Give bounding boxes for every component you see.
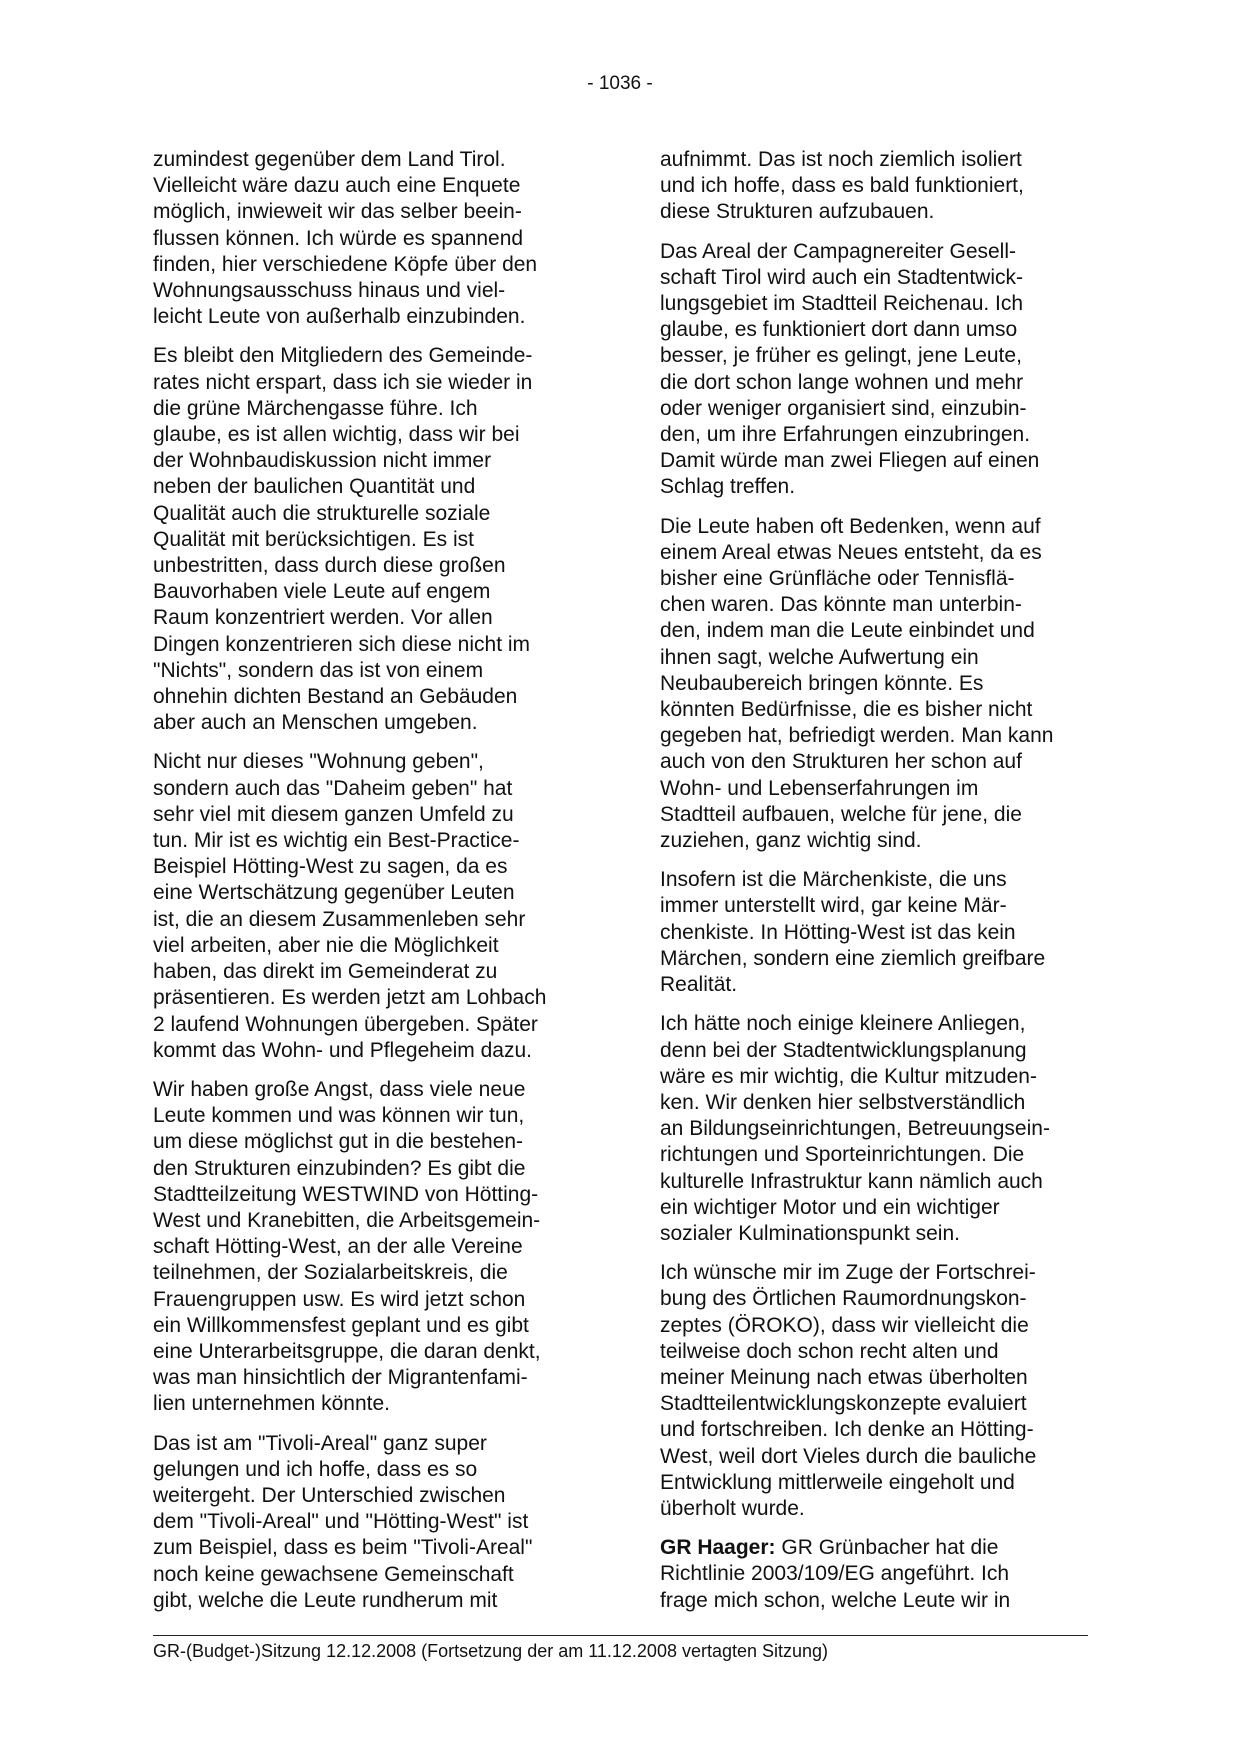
paragraph <box>660 147 1095 226</box>
text-line: Realität. <box>660 973 738 997</box>
text-line: sehr viel mit diesem ganzen Umfeld zu <box>153 802 514 826</box>
text-line: kommt das Wohn- und Pflegeheim dazu. <box>153 1038 532 1062</box>
text-line: könnten Bedürfnisse, die es bisher nicht <box>660 698 1033 722</box>
text-line: denn bei der Stadtentwicklungsplanung <box>660 1038 1027 1062</box>
text-line: rates nicht erspart, dass ich sie wieder in <box>153 370 533 394</box>
text-line: flussen können. Ich würde es spannend <box>153 226 524 250</box>
text-line: zum Beispiel, dass es beim "Tivoli-Areal" <box>153 1536 533 1560</box>
text-line: schaft Hötting-West, an der alle Vereine <box>153 1235 523 1259</box>
text-line: Beispiel Hötting-West zu sagen, da es <box>153 855 508 879</box>
paragraph <box>660 239 1095 501</box>
text-line: Damit würde man zwei Fliegen auf einen <box>660 449 1040 473</box>
text-line: Das ist am "Tivoli-Areal" ganz super <box>153 1431 487 1455</box>
text-line: den, indem man die Leute einbindet und <box>660 619 1035 643</box>
text-line: wäre es mir wichtig, die Kultur mitzuden- <box>660 1064 1037 1088</box>
text-line: und ich hoffe, dass es bald funktioniert, <box>660 174 1024 198</box>
text-line: zumindest gegenüber dem Land Tirol. <box>153 148 506 171</box>
text-line: Stadtteilentwicklungskonzepte evaluiert <box>660 1392 1027 1416</box>
text-line: zeptes (ÖROKO), dass wir vielleicht die <box>660 1313 1029 1337</box>
text-line: Ich wünsche mir im Zuge der Fortschrei- <box>660 1261 1036 1285</box>
text-line: die grüne Märchengasse führe. Ich <box>153 396 478 420</box>
text-line: besser, je früher es gelingt, jene Leute, <box>660 344 1022 368</box>
text-line: Neubaubereich bringen könnte. Es <box>660 671 984 695</box>
text-line: Qualität mit berücksichtigen. Es ist <box>153 527 474 551</box>
text-line: und fortschreiben. Ich denke an Hötting- <box>660 1418 1034 1442</box>
text-line: aber auch an Menschen umgeben. <box>153 711 478 735</box>
text-line: tun. Mir ist es wichtig ein Best-Practice- <box>153 829 520 853</box>
text-line: bisher eine Grünfläche oder Tennisflä- <box>660 567 1015 591</box>
text-line: neben der baulichen Quantität und <box>153 475 476 499</box>
text-line: sondern auch das "Daheim geben" hat <box>153 776 513 800</box>
left-column <box>153 147 588 1627</box>
text-line: sozialer Kulminationspunkt sein. <box>660 1221 960 1245</box>
paragraph <box>153 1077 588 1418</box>
text-line: Richtlinie 2003/109/EG angeführt. Ich <box>660 1562 1010 1586</box>
text-line: den Strukturen einzubinden? Es gibt die <box>153 1156 526 1180</box>
text-line: gegeben hat, befriedigt werden. Man kann <box>660 724 1054 748</box>
text-line: aufnimmt. Das ist noch ziemlich isoliert <box>660 148 1022 171</box>
text-line: noch keine gewachsene Gemeinschaft <box>153 1562 514 1586</box>
text-line: die dort schon lange wohnen und mehr <box>660 370 1024 394</box>
text-line: eine Wertschätzung gegenüber Leuten <box>153 881 515 905</box>
text-line: diese Strukturen aufzubauen. <box>660 200 935 224</box>
footer-text: GR-(Budget-)Sitzung 12.12.2008 (Fortsetzung der am 11.12.2008 vertagten Sitzung) <box>153 1641 829 1661</box>
text-line: bung des Örtlichen Raumordnungskon- <box>660 1287 1027 1311</box>
text-line: meiner Meinung nach etwas überholten <box>660 1365 1028 1389</box>
text-line: Stadtteil aufbauen, welche für jene, die <box>660 802 1022 826</box>
text-line: Entwicklung mittlerweile eingeholt und <box>660 1470 1015 1494</box>
text-line: der Wohnbaudiskussion nicht immer <box>153 449 492 473</box>
text-line: ihnen sagt, welche Aufwertung ein <box>660 645 979 669</box>
text-line: West und Kranebitten, die Arbeitsgemein- <box>153 1208 541 1232</box>
text-line: Nicht nur dieses "Wohnung geben", <box>153 750 484 774</box>
text-line: 2 laufend Wohnungen übergeben. Später <box>153 1012 538 1036</box>
paragraph <box>660 1535 1095 1614</box>
text-line: Insofern ist die Märchenkiste, die uns <box>660 868 1007 892</box>
text-line: richtungen und Sporteinrichtungen. Die <box>660 1143 1025 1167</box>
text-line: zuziehen, ganz wichtig sind. <box>660 829 922 853</box>
text-line: Wohnungsausschuss hinaus und viel- <box>153 279 506 303</box>
text-line: Ich hätte noch einige kleinere Anliegen, <box>660 1012 1026 1036</box>
speaker-text: GR Grünbacher hat die <box>775 1536 999 1560</box>
page-number: - 1036 - <box>587 73 653 94</box>
text-line: "Nichts", sondern das ist von einem <box>153 658 484 682</box>
text-line: gibt, welche die Leute rundherum mit <box>153 1588 498 1612</box>
text-line: den, um ihre Erfahrungen einzubringen. <box>660 423 1031 447</box>
text-line: um diese möglichst gut in die bestehen- <box>153 1130 524 1154</box>
speaker-name: GR Haager: <box>660 1536 776 1560</box>
text-line: Die Leute haben oft Bedenken, wenn auf <box>660 514 1041 538</box>
text-line: chenkiste. In Hötting-West ist das kein <box>660 920 1016 944</box>
text-line: Raum konzentriert werden. Vor allen <box>153 606 493 630</box>
text-line: überholt wurde. <box>660 1496 805 1520</box>
footer-divider <box>153 1635 1088 1636</box>
text-line: Vielleicht wäre dazu auch eine Enquete <box>153 174 521 198</box>
paragraph <box>660 1011 1095 1247</box>
text-line: präsentieren. Es werden jetzt am Lohbach <box>153 986 547 1010</box>
text-line: chen waren. Das könnte man unterbin- <box>660 593 1022 617</box>
text-line: was man hinsichtlich der Migrantenfami- <box>153 1366 528 1390</box>
text-line: Bauvorhaben viele Leute auf engem <box>153 580 491 604</box>
right-column <box>660 147 1095 1627</box>
text-line: finden, hier verschiedene Köpfe über den <box>153 252 538 276</box>
paragraph <box>660 867 1095 998</box>
text-line: lungsgebiet im Stadtteil Reichenau. Ich <box>660 292 1024 316</box>
text-line: weitergeht. Der Unterschied zwischen <box>153 1483 506 1507</box>
paragraph <box>153 749 588 1063</box>
text-line: glaube, es funktioniert dort dann umso <box>660 318 1018 342</box>
text-line: dem "Tivoli-Areal" und "Hötting-West" ist <box>153 1510 529 1534</box>
paragraph <box>153 1431 588 1614</box>
text-line: viel arbeiten, aber nie die Möglichkeit <box>153 933 499 957</box>
text-line: leicht Leute von außerhalb einzubinden. <box>153 305 526 329</box>
text-line: möglich, inwieweit wir das selber beein- <box>153 200 522 224</box>
text-line: teilweise doch schon recht alten und <box>660 1339 999 1363</box>
text-line: Märchen, sondern eine ziemlich greifbare <box>660 946 1046 970</box>
text-line: einem Areal etwas Neues entsteht, da es <box>660 540 1042 564</box>
text-line: ken. Wir denken hier selbstverständlich <box>660 1090 1026 1114</box>
text-line: Es bleibt den Mitgliedern des Gemeinde- <box>153 344 533 368</box>
text-line: an Bildungseinrichtungen, Betreuungsein- <box>660 1117 1050 1141</box>
paragraph <box>660 514 1095 855</box>
text-line: lien unternehmen könnte. <box>153 1392 390 1416</box>
text-line: Frauengruppen usw. Es wird jetzt schon <box>153 1287 526 1311</box>
text-line: West, weil dort Vieles durch die bauliche <box>660 1444 1037 1468</box>
text-line: schaft Tirol wird auch ein Stadtentwick- <box>660 265 1023 289</box>
text-line: haben, das direkt im Gemeinderat zu <box>153 960 498 984</box>
text-line: Qualität auch die strukturelle soziale <box>153 501 491 525</box>
text-line: immer unterstellt wird, gar keine Mär- <box>660 894 1007 918</box>
text-line: teilnehmen, der Sozialarbeitskreis, die <box>153 1261 508 1285</box>
text-line: Dingen konzentrieren sich diese nicht im <box>153 632 531 656</box>
text-line: ohnehin dichten Bestand an Gebäuden <box>153 685 518 709</box>
text-line: auch von den Strukturen her schon auf <box>660 750 1022 774</box>
text-line: gelungen und ich hoffe, dass es so <box>153 1457 478 1481</box>
text-line: ist, die an diesem Zusammenleben sehr <box>153 907 526 931</box>
paragraph <box>153 343 588 736</box>
text-line: Schlag treffen. <box>660 475 796 499</box>
text-line: frage mich schon, welche Leute wir in <box>660 1588 1011 1612</box>
text-line: Das Areal der Campagnereiter Gesell- <box>660 239 1016 263</box>
text-line: ein wichtiger Motor und ein wichtiger <box>660 1195 1000 1219</box>
text-line: ein Willkommensfest geplant und es gibt <box>153 1313 529 1337</box>
paragraph <box>153 147 588 330</box>
text-line: unbestritten, dass durch diese großen <box>153 554 506 578</box>
text-line <box>660 1535 1095 1561</box>
text-line: Leute kommen und was können wir tun, <box>153 1104 525 1128</box>
text-line: Wir haben große Angst, dass viele neue <box>153 1077 526 1101</box>
text-line: Wohn- und Lebenserfahrungen im <box>660 776 979 800</box>
paragraph <box>660 1260 1095 1522</box>
text-line: oder weniger organisiert sind, einzubin- <box>660 396 1027 420</box>
text-line: kulturelle Infrastruktur kann nämlich auch <box>660 1169 1043 1193</box>
text-line: glaube, es ist allen wichtig, dass wir bei <box>153 423 520 447</box>
text-line: eine Unterarbeitsgruppe, die daran denkt, <box>153 1339 541 1363</box>
text-line: Stadtteilzeitung WESTWIND von Hötting- <box>153 1182 539 1206</box>
